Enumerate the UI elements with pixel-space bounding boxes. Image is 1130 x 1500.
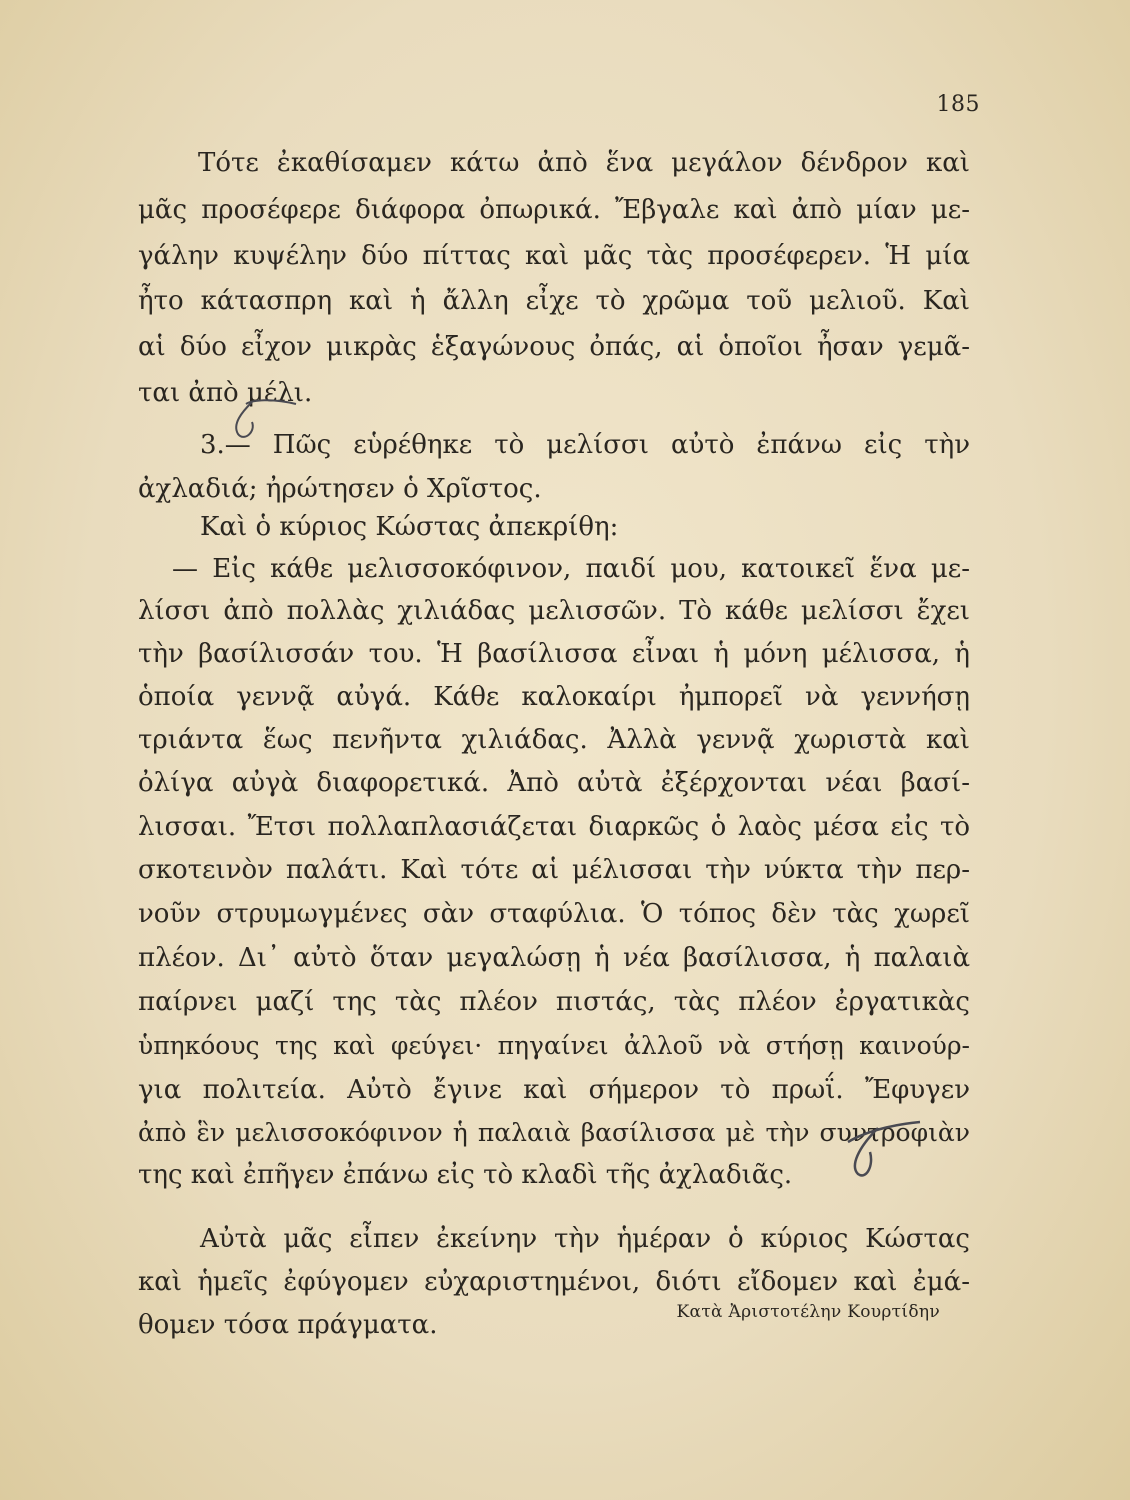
text-line: αἱ δύο εἶχον μικρὰς ἑξαγώνους ὀπάς, αἱ ὁποῖοι ἦσαν γεμᾶ- [138,332,970,362]
text-line: ὀλίγα αὐγὰ διαφορετικά. Ἀπὸ αὐτὰ ἐξέρχονται νέαι βασί- [138,768,970,798]
text-line: πλέον. Δι᾽ αὐτὸ ὅταν μεγαλώσῃ ἡ νέα βασίλισσα, ἡ παλαιὰ [138,943,970,973]
attribution: Κατὰ Ἀριστοτέλην Κουρτίδην [676,1302,940,1322]
text-line: γάλην κυψέλην δύο πίττας καὶ μᾶς τὰς προσέφερεν. Ἡ μία [138,241,970,271]
text-line: σκοτεινὸν παλάτι. Καὶ τότε αἱ μέλισσαι τὴν νύκτα τὴν περ- [138,855,970,885]
text-line: ὁποία γεννᾷ αὐγά. Κάθε καλοκαίρι ἠμπορεῖ νὰ γεννήσῃ [138,682,970,712]
text-line: Αὐτὰ μᾶς εἶπεν ἐκείνην τὴν ἡμέραν ὁ κύριος Κώστας [200,1224,970,1254]
text-line: θομεν τόσα πράγματα. [138,1310,438,1340]
text-line: — Εἰς κάθε μελισσοκόφινον, παιδί μου, κατοικεῖ ἕνα με- [172,554,970,584]
text-line: ἦτο κάτασπρη καὶ ἡ ἄλλη εἶχε τὸ χρῶμα τοῦ μελιοῦ. Καὶ [138,286,970,316]
text-line: παίρνει μαζί της τὰς πλέον πιστάς, τὰς πλέον ἐργατικὰς [138,987,970,1017]
page-number: 185 [936,92,980,117]
text-line: μᾶς προσέφερε διάφορα ὀπωρικά. Ἔβγαλε καὶ ἀπὸ μίαν με- [138,195,970,225]
text-line: ἀπὸ ἓν μελισσοκόφινον ἡ παλαιὰ βασίλισσα μὲ τὴν συντροφιὰν [138,1118,970,1147]
text-line: Καὶ ὁ κύριος Κώστας ἀπεκρίθη: [200,512,619,542]
text-line: τριάντα ἕως πενῆντα χιλιάδας. Ἀλλὰ γεννᾷ χωριστὰ καὶ [138,725,970,755]
text-line: Τότε ἐκαθίσαμεν κάτω ἀπὸ ἕνα μεγάλον δένδρον καὶ [198,148,970,178]
text-line: τὴν βασίλισσάν του. Ἡ βασίλισσα εἶναι ἡ μόνη μέλισσα, ἡ [138,639,970,669]
pencil-mark-icon [222,392,312,452]
text-line: ὑπηκόους της καὶ φεύγει· πηγαίνει ἀλλοῦ νὰ στήσῃ καινούρ- [138,1031,970,1060]
pencil-mark-icon [828,1108,928,1188]
text-line: 3.— Πῶς εὑρέθηκε τὸ μελίσσι αὐτὸ ἐπάνω εἰς τὴν [200,430,970,460]
text-line: νοῦν στρυμωγμένες σὰν σταφύλια. Ὁ τόπος δὲν τὰς χωρεῖ [138,899,970,929]
text-line: λίσσι ἀπὸ πολλὰς χιλιάδας μελισσῶν. Τὸ κάθε μελίσσι ἔχει [138,596,970,626]
text-line: ἀχλαδιά; ἠρώτησεν ὁ Χρῖστος. [138,474,542,504]
text-line: ται ἀπὸ μέλι. [138,378,313,408]
text-line: της καὶ ἐπῆγεν ἐπάνω εἰς τὸ κλαδὶ τῆς ἀχλαδιᾶς. [138,1160,793,1190]
text-line: καὶ ἡμεῖς ἐφύγομεν εὐχαριστημένοι, διότι εἴδομεν καὶ ἐμά- [138,1267,970,1297]
text-line: για πολιτεία. Αὐτὸ ἔγινε καὶ σήμερον τὸ πρωΐ. Ἔφυγεν [138,1075,970,1105]
text-line: λισσαι. Ἔτσι πολλαπλασιάζεται διαρκῶς ὁ λαὸς μέσα εἰς τὸ [138,812,970,842]
